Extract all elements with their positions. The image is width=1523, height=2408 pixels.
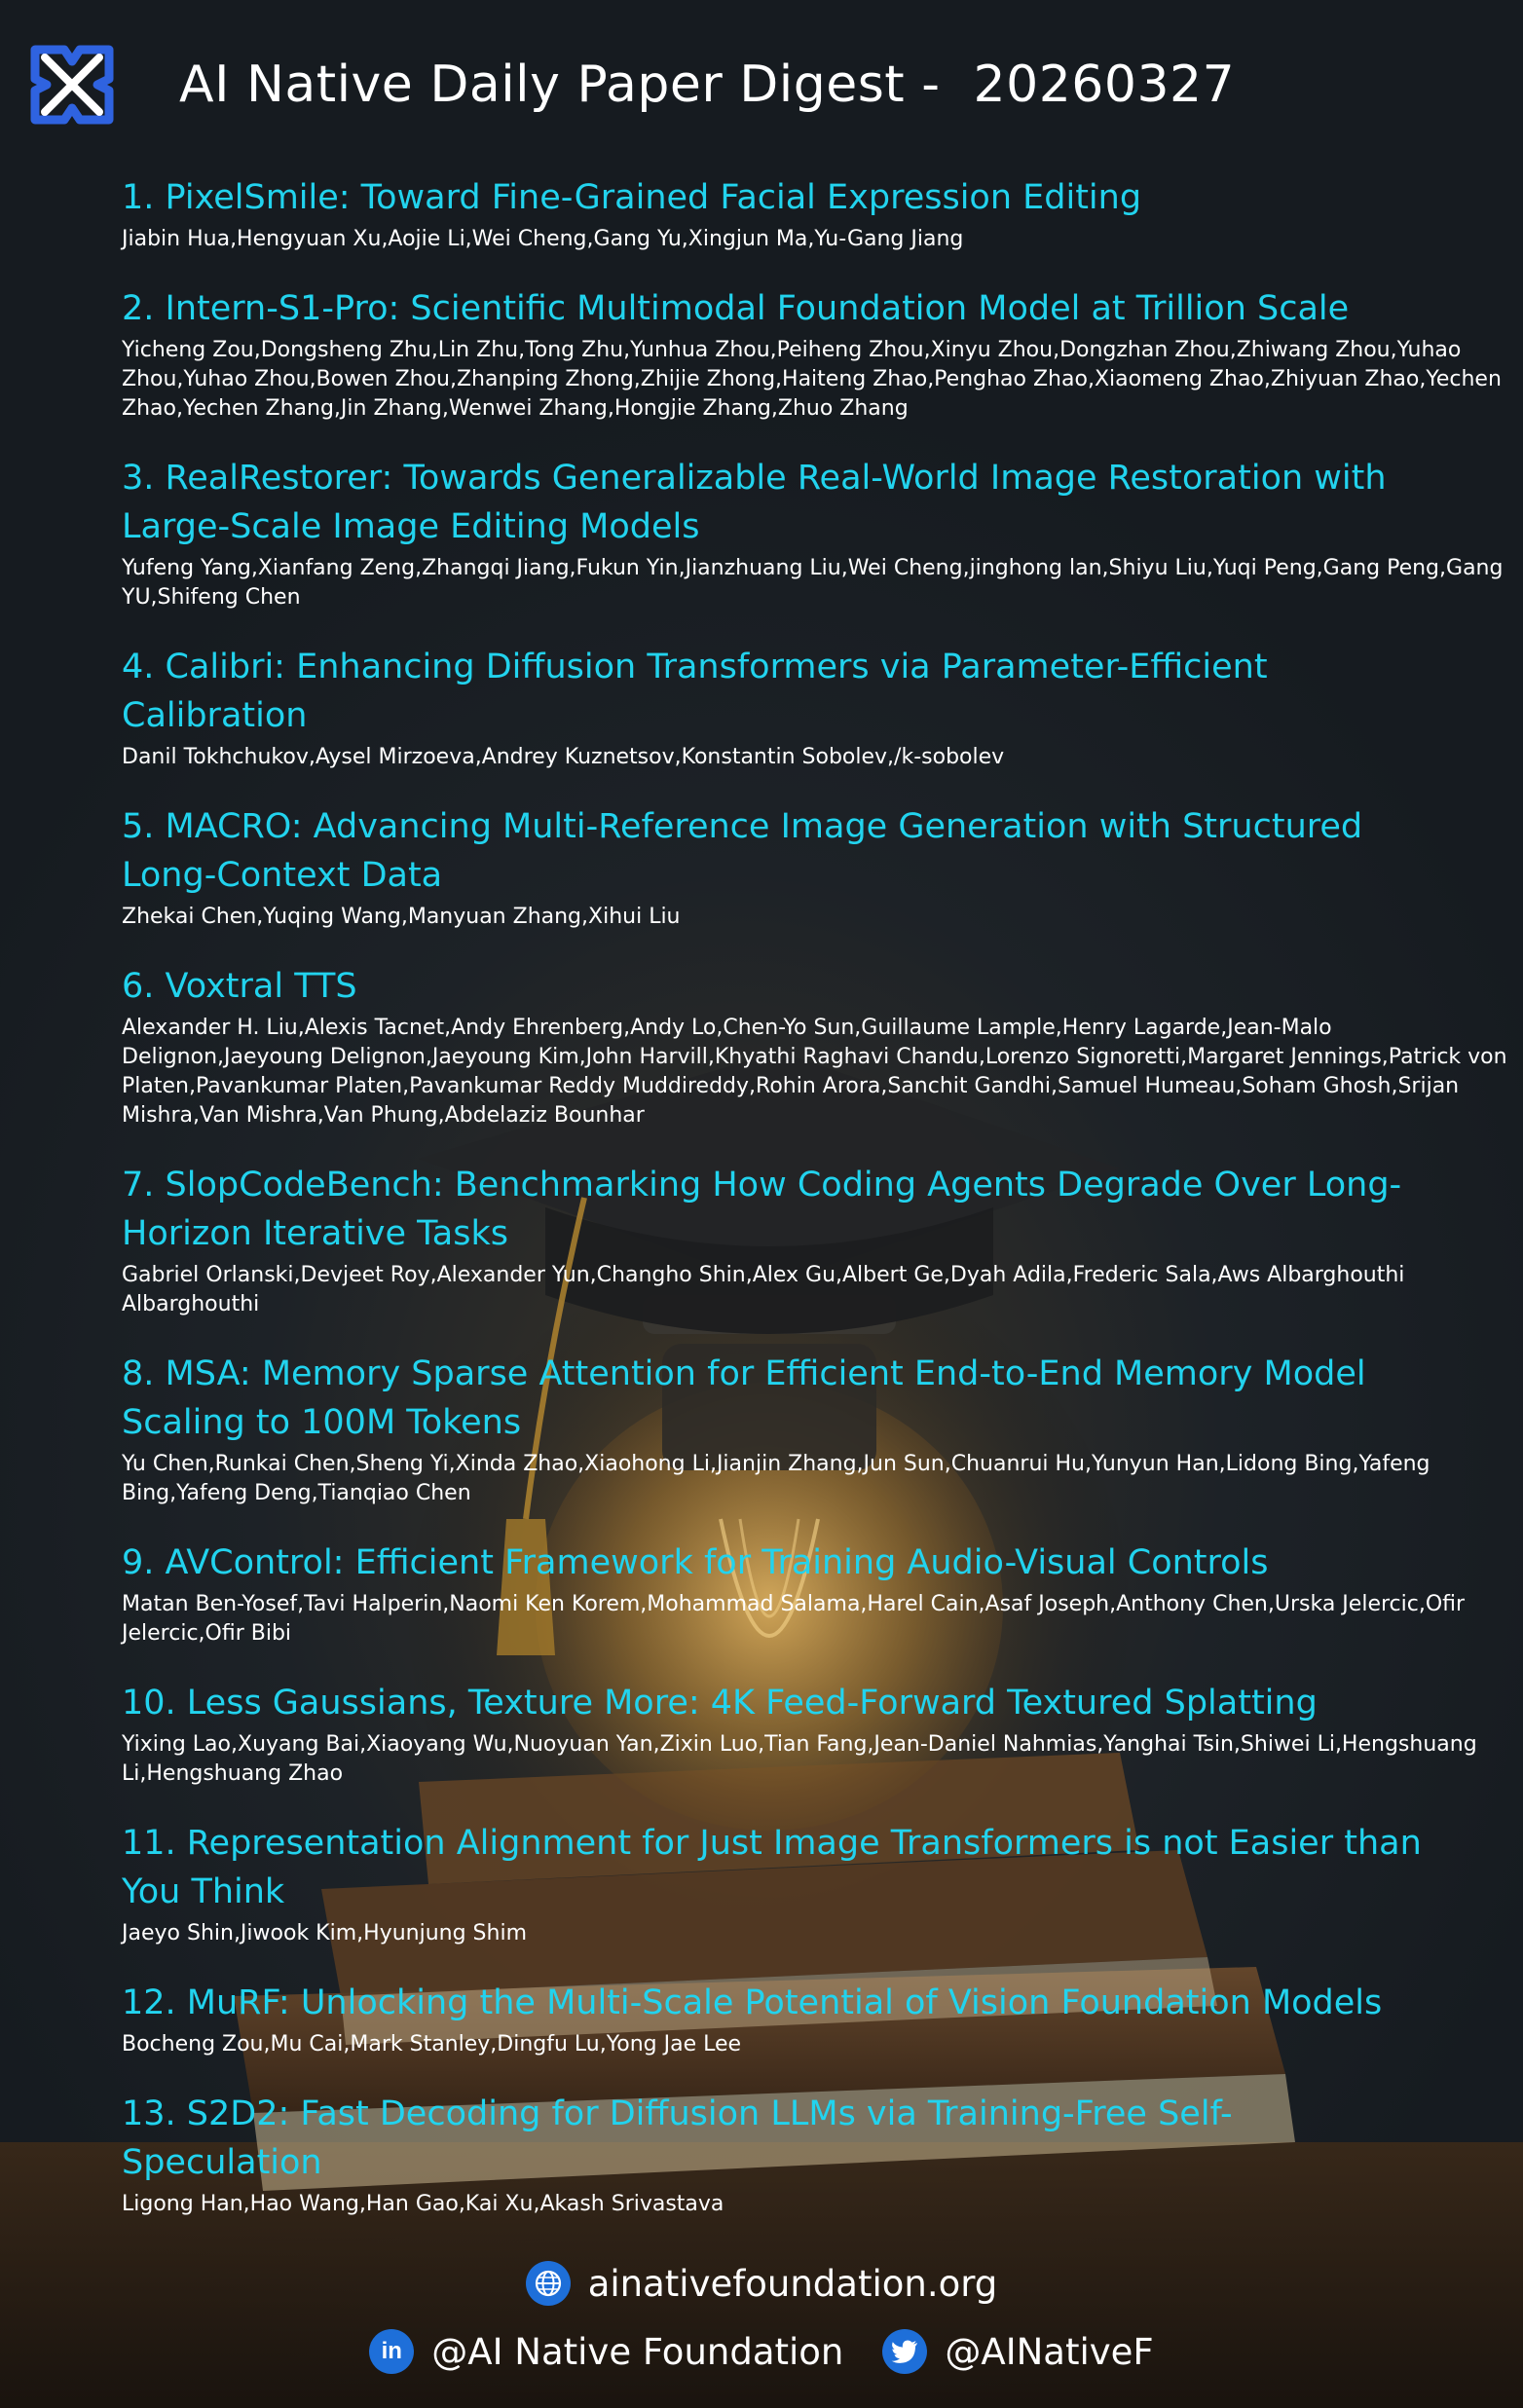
paper-authors: Yixing Lao,Xuyang Bai,Xiaoyang Wu,Nuoyuan Yan,Zixin Luo,Tian Fang,Jean-Daniel Nahmias,Yanghai Tsin,Shiwei Li,Hengshuang Li,Hengshuang Zhao [122,1732,1477,1786]
paper-authors: Jiabin Hua,Hengyuan Xu,Aojie Li,Wei Cheng,Gang Yu,Xingjun Ma,Yu-Gang Jiang [122,227,964,251]
paper-item [122,1350,1514,1508]
paper-title[interactable]: 13. S2D2: Fast Decoding for Diffusion LLMs via Training-Free Self-Speculation [122,2094,1233,2182]
header [23,31,1235,138]
paper-item [122,643,1514,772]
paper-item [122,1538,1514,1649]
paper-title[interactable]: 5. MACRO: Advancing Multi-Reference Image Generation with Structured Long-Context Data [122,807,1363,895]
twitter-handle[interactable]: @AINativeF [945,2330,1154,2373]
paper-authors: Gabriel Orlanski,Devjeet Roy,Alexander Yun,Changho Shin,Alex Gu,Albert Ge,Dyah Adila,Frederic Sala,Aws Albarghouthi Albarghouthi [122,1263,1405,1316]
footer [0,2249,1523,2386]
website-link[interactable]: ainativefoundation.org [587,2262,998,2305]
paper-title[interactable]: 7. SlopCodeBench: Benchmarking How Coding Agents Degrade Over Long-Horizon Iterative Tasks [122,1166,1402,1253]
footer-website-row [0,2249,1523,2317]
paper-title[interactable]: 11. Representation Alignment for Just Image Transformers is not Easier than You Think [122,1824,1422,1911]
paper-authors: Ligong Han,Hao Wang,Han Gao,Kai Xu,Akash Srivastava [122,2192,724,2216]
paper-title[interactable]: 12. MuRF: Unlocking the Multi-Scale Potential of Vision Foundation Models [122,1983,1383,2022]
linkedin-icon: in [369,2329,414,2374]
paper-item [122,1819,1514,1948]
paper-item [122,2090,1514,2219]
paper-authors: Jaeyo Shin,Jiwook Kim,Hyunjung Shim [122,1921,528,1945]
paper-item [122,284,1514,424]
paper-title[interactable]: 3. RealRestorer: Towards Generalizable Real-World Image Restoration with Large-Scale Image Editing Models [122,459,1387,546]
paper-item [122,1161,1514,1319]
paper-authors: Yufeng Yang,Xianfang Zeng,Zhangqi Jiang,Fukun Yin,Jianzhuang Liu,Wei Cheng,jinghong lan,Shiyu Liu,Yuqi Peng,Gang Peng,Gang YU,Shifeng Chen [122,556,1504,610]
paper-authors: Yicheng Zou,Dongsheng Zhu,Lin Zhu,Tong Zhu,Yunhua Zhou,Peiheng Zhou,Xinyu Zhou,Dongzhan Zhou,Zhiwang Zhou,Yuhao Zhou,Yuhao Zhou,Bowen Zhou,Zhanping Zhong,Zhijie Zhong,Haiteng Zhao,Penghao Zhao,Xiaomeng Zhao,Zhiyuan Zhao,Yechen Zhao,Yechen Zhang,Jin Zhang,Wenwei Zhang,Hongjie Zhang,Zhuo Zhang [122,338,1502,421]
paper-title[interactable]: 8. MSA: Memory Sparse Attention for Efficient End-to-End Memory Model Scaling to 100M Tokens [122,1354,1366,1442]
ai-native-logo-icon [23,36,121,133]
paper-item [122,1679,1514,1789]
linkedin-handle[interactable]: @AI Native Foundation [431,2330,844,2373]
paper-title[interactable]: 6. Voxtral TTS [122,967,357,1006]
paper-title[interactable]: 1. PixelSmile: Toward Fine-Grained Facial Expression Editing [122,178,1142,217]
page-title: AI Native Daily Paper Digest - 20260327 [179,56,1236,114]
paper-title[interactable]: 10. Less Gaussians, Texture More: 4K Feed-Forward Textured Splatting [122,1684,1318,1723]
paper-authors: Alexander H. Liu,Alexis Tacnet,Andy Ehrenberg,Andy Lo,Chen-Yo Sun,Guillaume Lample,Henry Lagarde,Jean-Malo Delignon,Jaeyoung Delignon,Jaeyoung Kim,John Harvill,Khyathi Raghavi Chandu,Lorenzo Signoretti,Margaret Jennings,Patrick von Platen,Pavankumar Platen,Pavankumar Reddy Muddireddy,Rohin Arora,Sanchit Gandhi,Samuel Humeau,Soham Ghosh,Srijan Mishra,Van Mishra,Van Phung,Abdelaziz Bounhar [122,1016,1507,1128]
paper-item [122,962,1514,1130]
globe-icon [526,2261,571,2306]
paper-item [122,454,1514,612]
paper-item [122,802,1514,932]
paper-authors: Matan Ben-Yosef,Tavi Halperin,Naomi Ken Korem,Mohammad Salama,Harel Cain,Asaf Joseph,Anthony Chen,Urska Jelercic,Ofir Jelercic,Ofir Bibi [122,1592,1466,1646]
paper-authors: Danil Tokhchukov,Aysel Mirzoeva,Andrey Kuznetsov,Konstantin Sobolev,/k-sobolev [122,745,1005,769]
paper-authors: Yu Chen,Runkai Chen,Sheng Yi,Xinda Zhao,Xiaohong Li,Jianjin Zhang,Jun Sun,Chuanrui Hu,Yunyun Han,Lidong Bing,Yafeng Bing,Yafeng Deng,Tianqiao Chen [122,1452,1430,1505]
paper-item [122,173,1514,254]
paper-authors: Bocheng Zou,Mu Cai,Mark Stanley,Dingfu Lu,Yong Jae Lee [122,2032,742,2056]
paper-title[interactable]: 4. Calibri: Enhancing Diffusion Transformers via Parameter-Efficient Calibration [122,648,1268,735]
paper-item [122,1979,1514,2059]
paper-title[interactable]: 2. Intern-S1-Pro: Scientific Multimodal Foundation Model at Trillion Scale [122,289,1350,328]
paper-title[interactable]: 9. AVControl: Efficient Framework for Training Audio-Visual Controls [122,1543,1269,1582]
paper-authors: Zhekai Chen,Yuqing Wang,Manyuan Zhang,Xihui Liu [122,905,681,929]
paper-list [122,173,1514,2249]
footer-social-row [0,2317,1523,2386]
twitter-icon [882,2329,927,2374]
